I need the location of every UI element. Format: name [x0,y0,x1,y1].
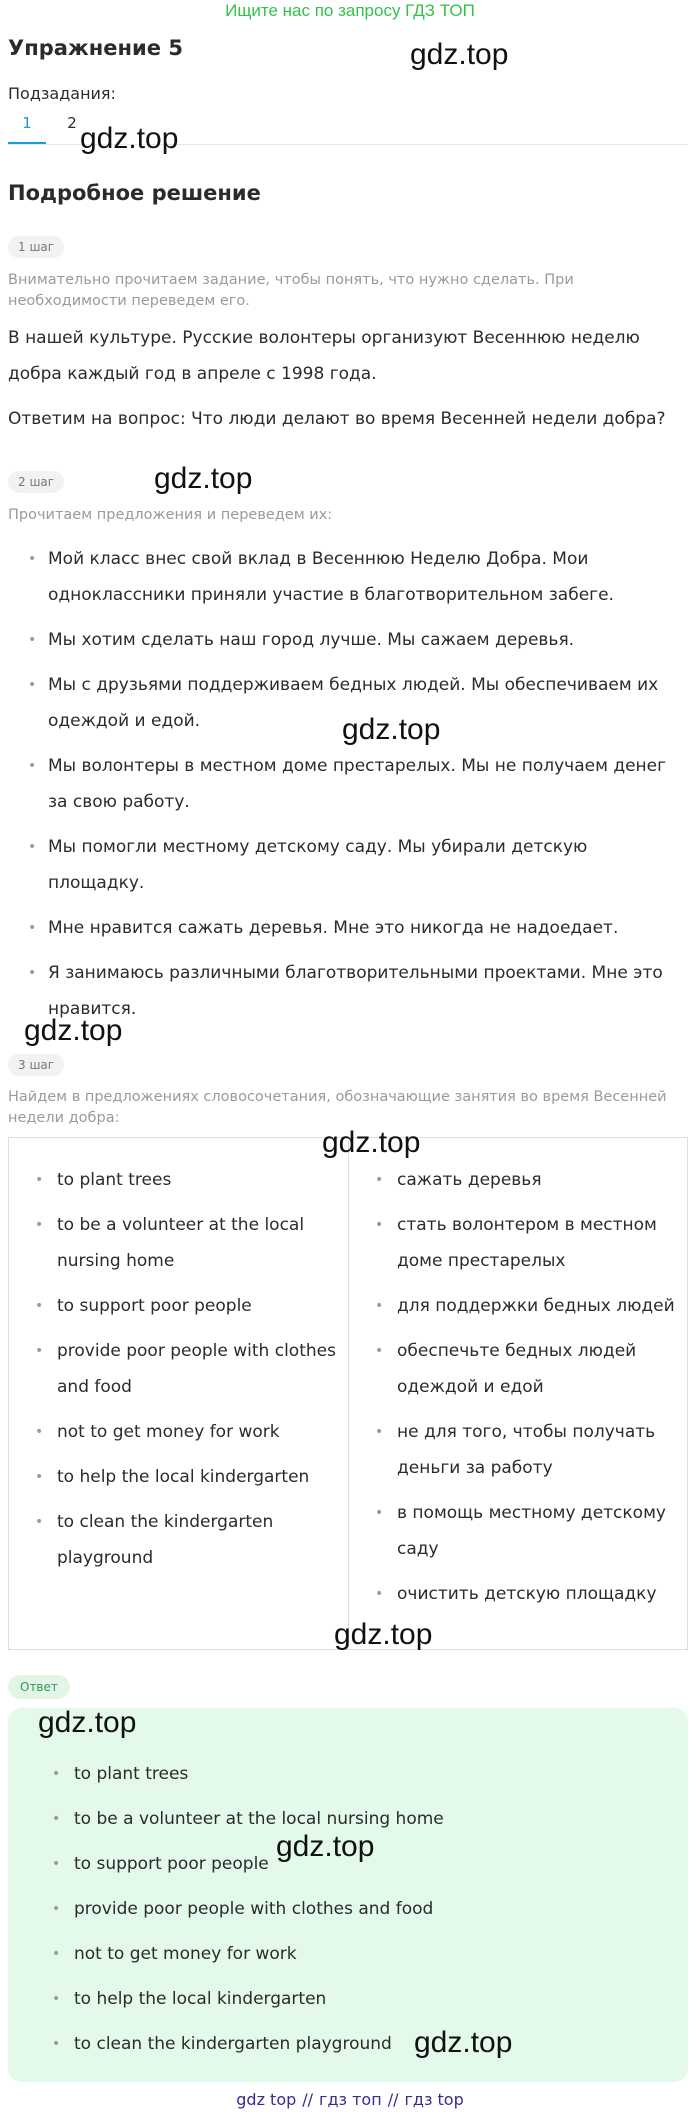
list-item: • to clean the kindergarten playground [26,2026,676,2062]
subtasks-label: Подзадания: [8,84,116,103]
bullet-icon: • [375,1298,384,1314]
watermark: gdz.top [410,38,509,71]
bullet-icon: • [28,839,37,855]
bullet-icon: • [28,920,37,936]
table-cell: • not to get money for work [19,1414,339,1450]
step-3-hint: Найдем в предложениях словосочетания, обозначающие занятия во время Весенней недели добра: [8,1089,667,1126]
bullet-icon: • [35,1424,44,1440]
table-cell: • не для того, чтобы получать деньги за работу [359,1414,679,1486]
answer-badge: Ответ [8,1675,70,1699]
watermark: gdz.top [38,1706,137,1739]
watermark: gdz.top [24,1014,123,1047]
step-1-hint: Внимательно прочитаем задание, чтобы понять, что нужно сделать. При необходимости переведем его. [8,272,574,309]
footer-link-gdz-top[interactable]: gdz top [236,2090,297,2109]
bullet-icon: • [28,632,37,648]
bullet-icon: • [52,1766,61,1782]
bullet-icon: • [35,1514,44,1530]
bullet-icon: • [375,1172,384,1188]
list-item: • Мы с друзьями поддерживаем бедных людей. Мы обеспечиваем их одеждой и едой. [8,667,688,739]
bullet-icon: • [52,2036,61,2052]
footer-links [0,2088,700,2112]
footer-link-gdz-top-mixed[interactable]: гдз top [404,2090,464,2109]
bullet-icon: • [52,1946,61,1962]
bullet-icon: • [52,1856,61,1872]
bullet-icon: • [375,1586,384,1602]
bullet-icon: • [35,1298,44,1314]
bullet-icon: • [35,1217,44,1233]
step-2-list [8,541,688,1036]
tab-subtask-2[interactable]: 2 [67,114,77,132]
bullet-icon: • [375,1424,384,1440]
table-cell: • to plant trees [19,1162,339,1198]
list-item: • not to get money for work [26,1936,676,1972]
bullet-icon: • [28,965,37,981]
bullet-icon: • [35,1469,44,1485]
russian-column [359,1162,679,1621]
footer-separator: // [302,2090,314,2109]
list-item: • to support poor people [26,1846,676,1882]
bullet-icon: • [52,1811,61,1827]
table-cell: • to be a volunteer at the local nursing home [19,1207,339,1279]
solution-title: Подробное решение [8,181,261,205]
answer-box [8,1708,688,2082]
table-cell: • для поддержки бедных людей [359,1288,679,1324]
step-1-badge: 1 шаг [8,236,64,258]
list-item: • Мы волонтеры в местном доме престарелых. Мы не получаем денег за свою работу. [8,748,688,820]
watermark: gdz.top [322,1126,421,1159]
step-3-badge: 3 шаг [8,1054,64,1076]
translation-table [8,1137,688,1650]
list-item: • provide poor people with clothes and food [26,1891,676,1927]
step-2-hint: Прочитаем предложения и переведем их: [8,507,333,523]
list-item: • Мне нравится сажать деревья. Мне это никогда не надоедает. [8,910,688,946]
bullet-icon: • [375,1217,384,1233]
table-cell: • в помощь местному детскому саду [359,1495,679,1567]
watermark: gdz.top [342,713,441,746]
bullet-icon: • [375,1505,384,1521]
watermark: gdz.top [276,1830,375,1863]
list-item: • Мой класс внес свой вклад в Весеннюю Неделю Добра. Мои одноклассники приняли участие в благотворительном забеге. [8,541,688,613]
watermark: gdz.top [154,462,253,495]
watermark: gdz.top [80,122,179,155]
watermark: gdz.top [414,2026,513,2059]
bullet-icon: • [375,1343,384,1359]
table-cell: • to help the local kindergarten [19,1459,339,1495]
step-1-question: Ответим на вопрос: Что люди делают во время Весенней недели добра? [8,409,666,429]
table-cell: • to support poor people [19,1288,339,1324]
english-column [19,1162,339,1585]
table-cell: • обеспечьте бедных людей одеждой и едой [359,1333,679,1405]
bullet-icon: • [28,758,37,774]
list-item: • to help the local kindergarten [26,1981,676,2017]
bullet-icon: • [52,1991,61,2007]
bullet-icon: • [35,1343,44,1359]
tab-subtask-1[interactable]: 1 [22,114,32,132]
table-cell: • сажать деревья [359,1162,679,1198]
footer-link-gdz-top-ru[interactable]: гдз топ [319,2090,382,2109]
answer-list [26,1756,676,2071]
table-cell: • to clean the kindergarten playground [19,1504,339,1576]
bullet-icon: • [35,1172,44,1188]
search-banner: Ищите нас по запросу ГДЗ ТОП [225,1,475,20]
bullet-icon: • [52,1901,61,1917]
watermark: gdz.top [334,1618,433,1651]
list-item: • Мы помогли местному детскому саду. Мы убирали детскую площадку. [8,829,688,901]
list-item: • to plant trees [26,1756,676,1792]
bullet-icon: • [28,677,37,693]
list-item: • to be a volunteer at the local nursing home [26,1801,676,1837]
table-cell: • очистить детскую площадку [359,1576,679,1612]
list-item: • Мы хотим сделать наш город лучше. Мы сажаем деревья. [8,622,688,658]
table-column-divider [348,1138,349,1649]
list-item: • Я занимаюсь различными благотворительными проектами. Мне это нравится. [8,955,688,1027]
bullet-icon: • [28,551,37,567]
step-1-text: В нашей культуре. Русские волонтеры организуют Весеннюю неделю добра каждый год в апреле с 1998 года. [8,328,640,384]
table-cell: • стать волонтером в местном доме престарелых [359,1207,679,1279]
footer-separator: // [387,2090,399,2109]
exercise-title: Упражнение 5 [8,36,183,60]
table-cell: • provide poor people with clothes and food [19,1333,339,1405]
step-2-badge: 2 шаг [8,471,64,493]
